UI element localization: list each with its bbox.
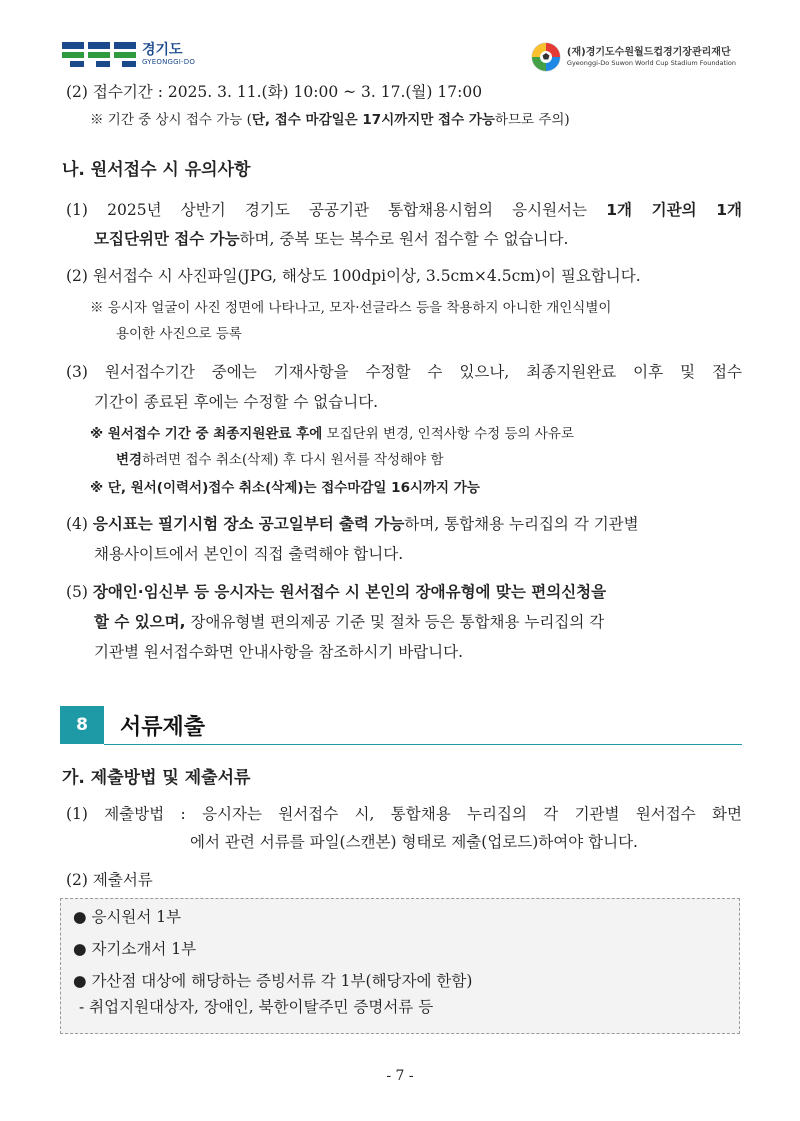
doc-item: ● 응시원서 1부 [73, 908, 182, 926]
foundation-logo [531, 42, 736, 72]
caution-4-line2: 채용사이트에서 본인이 직접 출력해야 합니다. [94, 545, 404, 563]
doc-subitem: - 취업지원대상자, 장애인, 북한이탈주민 증명서류 등 [79, 998, 434, 1016]
caution-2: (2) 원서접수 시 사진파일(JPG, 해상도 100dpi이상, 3.5cm×4.5cm)이 필요합니다. [66, 267, 641, 285]
caution-3-line2: 기간이 종료된 후에는 수정할 수 없습니다. [94, 393, 379, 411]
submission-heading: 가. 제출방법 및 제출서류 [62, 768, 251, 788]
caution-5-line2 [94, 612, 604, 632]
caution-3-note1-rest: 모집단위 변경, 인적사항 수정 등의 사유로 [322, 426, 574, 442]
caution-1-d: 하며, 중복 또는 복수로 원서 접수할 수 없습니다. [239, 230, 569, 248]
caution-5-rest: 장애유형별 편의제공 기준 및 절차 등은 통합채용 누리집의 각 [185, 613, 605, 631]
foundation-name-en: Gyeonggi-Do Suwon World Cup Stadium Foundation [566, 59, 736, 67]
soccer-ball-icon [531, 42, 561, 72]
period-line: (2) 접수기간 : 2025. 3. 11.(화) 10:00 ~ 3. 17.(월) 17:00 [66, 83, 483, 101]
caution-4-rest: 하며, 통합채용 누리집의 각 기관별 [404, 515, 639, 533]
caution-5-bold: 장애인·임신부 등 응시자는 원서접수 시 본인의 장애유형에 맞는 편의신청을 [92, 583, 607, 601]
caution-5-bold2: 할 수 있으며, [94, 613, 186, 631]
doc-item-text: 가산점 대상에 해당하는 증빙서류 각 1부(해당자에 한함) [91, 972, 473, 990]
period-note [90, 110, 570, 130]
docs-label: (2) 제출서류 [66, 871, 153, 889]
page-header [0, 40, 800, 80]
caution-4-bold: 응시표는 필기시험 장소 공고일부터 출력 가능 [92, 515, 405, 533]
gyeonggi-name-en: GYEONGGI-DO [142, 58, 196, 66]
foundation-name: (재)경기도수원월드컵경기장관리재단 [566, 47, 731, 58]
caution-3-note2 [116, 450, 444, 470]
caution-2-note1: ※ 응시자 얼굴이 사진 정면에 나타나고, 모자·선글라스 등을 착용하지 아니한 개인식별이 [90, 300, 612, 316]
doc-item: ● 자기소개서 1부 [73, 940, 197, 958]
caution-3-note2-rest: 하려면 접수 취소(삭제) 후 다시 원서를 작성해야 함 [142, 452, 444, 468]
caution-3-line1: (3) 원서접수기간 중에는 기재사항을 수정할 수 있으나, 최종지원완료 이후 및 접수 [66, 363, 742, 381]
caution-5-line1 [66, 582, 606, 602]
caution-3-note1 [90, 424, 574, 444]
doc-item-text: 응시원서 1부 [91, 908, 182, 926]
caution-3-note2-bold: 변경 [116, 452, 143, 468]
section-title: 서류제출 [120, 715, 206, 740]
caution-1-bold2: 모집단위만 접수 가능 [94, 230, 240, 248]
caution-3-note3: ※ 단, 원서(이력서)접수 취소(삭제)는 접수마감일 16시까지 가능 [90, 480, 480, 496]
caution-2-note2: 용이한 사진으로 등록 [116, 326, 242, 342]
caution-5-num: (5) [66, 583, 93, 601]
doc-item: ● 가산점 대상에 해당하는 증빙서류 각 1부(해당자에 한함) [73, 972, 473, 990]
caution-1-line2 [94, 229, 568, 249]
gyeonggi-logo [62, 42, 195, 70]
period-note-a: ※ 기간 중 상시 접수 가능 ( [90, 112, 252, 128]
section-number: 8 [60, 706, 104, 744]
section-divider [104, 744, 742, 745]
page-number: - 7 - [386, 1068, 414, 1084]
caution-1-a: (1) 2025년 상반기 경기도 공공기관 통합채용시험의 응시원서는 [66, 201, 607, 219]
caution-3-note1-bold: ※ 원서접수 기간 중 최종지원완료 후에 [90, 426, 323, 442]
caution-4-line1 [66, 514, 639, 534]
gyeonggi-stripes-icon [62, 42, 136, 70]
period-note-bold: 단, 접수 마감일은 17시까지만 접수 가능 [251, 112, 495, 128]
docs-box [60, 898, 740, 1034]
caution-1-bold: 1개 기관의 1개 [606, 201, 742, 219]
caution-1-line1 [66, 200, 742, 220]
gyeonggi-name: 경기도 [142, 42, 183, 58]
submission-method-line2: 에서 관련 서류를 파일(스캔본) 형태로 제출(업로드)하여야 합니다. [190, 833, 638, 851]
cautions-heading: 나. 원서접수 시 유의사항 [62, 160, 251, 180]
submission-method-line1: (1) 제출방법 : 응시자는 원서접수 시, 통합채용 누리집의 각 기관별 원서접수 화면 [66, 805, 742, 823]
doc-item-text: 자기소개서 1부 [91, 940, 197, 958]
caution-4-num: (4) [66, 515, 93, 533]
period-note-c: 하므로 주의) [494, 112, 570, 128]
caution-5-line3: 기관별 원서접수화면 안내사항을 참조하시기 바랍니다. [94, 643, 464, 661]
